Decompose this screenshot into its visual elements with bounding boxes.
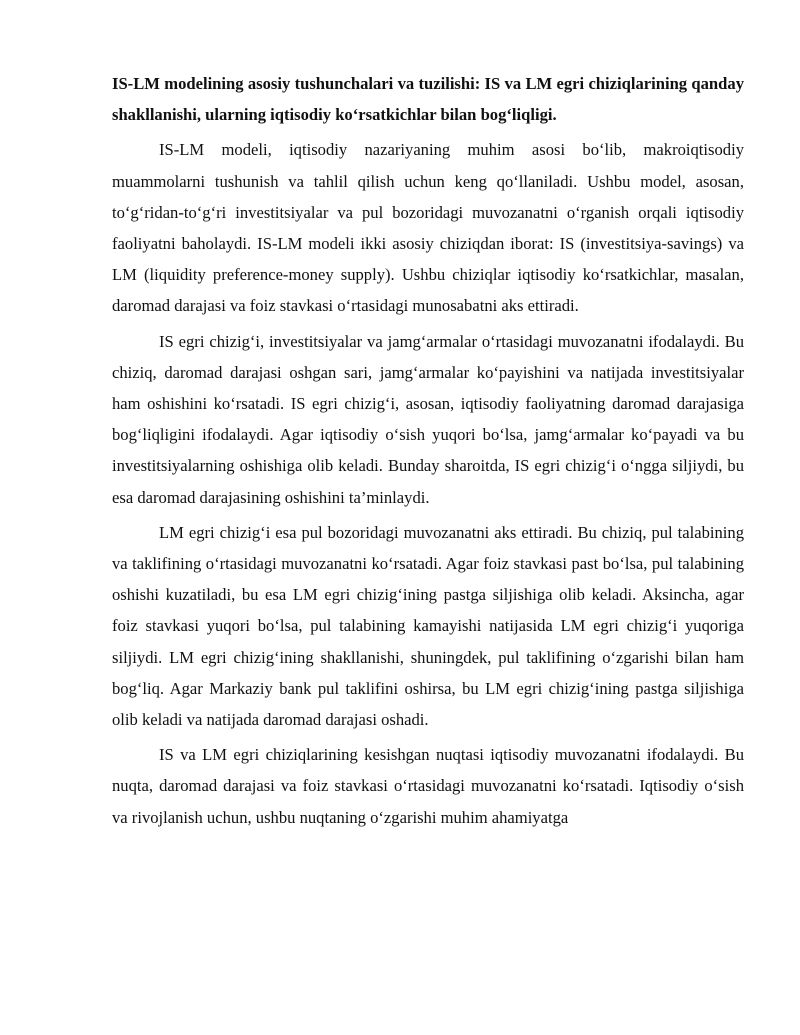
paragraph-is-curve: IS egri chizig‘i, investitsiyalar va jamg‘armalar o‘rtasidagi muvozanatni ifodalaydi. Bu chiziq, daromad darajasi oshgan sari, jamg‘armalar ko‘payishini va natijada investitsiyalar ham oshishini ko‘rsatadi. IS egri chizig‘i, asosan, iqtisodiy faoliyatning daromad darajasiga bog‘liqligini ifodalaydi. Agar iqtisodiy o‘sish yuqori bo‘lsa, jamg‘armalar ko‘payadi va bu investitsiyalarning oshishiga olib keladi. Bunday sharoitda, IS egri chizig‘i o‘ngga siljiydi, bu esa daromad darajasining oshishini ta’minlaydi. (112, 331, 744, 507)
document-page (112, 68, 744, 837)
paragraph-islm-intro: IS-LM modeli, iqtisodiy nazariyaning muhim asosi bo‘lib, makroiqtisodiy muammolarni tushunish va tahlil qilish uchun keng qo‘llaniladi. Ushbu model, asosan, to‘g‘ridan-to‘g‘ri investitsiyalar va pul bozoridagi muvozanatni o‘rganish orqali iqtisodiy faoliyatni baholaydi. IS-LM modeli ikki asosiy chiziqdan iborat: IS (investitsiya-savings) va LM (liquidity preference-money supply). Ushbu chiziqlar iqtisodiy ko‘rsatkichlar, masalan, daromad darajasi va foiz stavkasi o‘rtasidagi munosabatni aks ettiradi. (112, 140, 744, 316)
paragraph-equilibrium: IS va LM egri chiziqlarining kesishgan nuqtasi iqtisodiy muvozanatni ifodalaydi. Bu nuqta, daromad darajasi va foiz stavkasi o‘rtasidagi muvozanatni ko‘rsatadi. Iqtisodiy o‘sish va rivojlanish uchun, ushbu nuqtaning o‘zgarishi muhim ahamiyatga (112, 745, 744, 827)
section-heading: IS-LM modelining asosiy tushunchalari va tuzilishi: IS va LM egri chiziqlarining qanday shakllanishi, ularning iqtisodiy ko‘rsatkichlar bilan bog‘liqligi. (112, 74, 744, 125)
paragraph-lm-curve: LM egri chizig‘i esa pul bozoridagi muvozanatni aks ettiradi. Bu chiziq, pul talabining va taklifining o‘rtasidagi muvozanatni ko‘rsatadi. Agar foiz stavkasi past bo‘lsa, pul talabining oshishi kuzatiladi, bu esa LM egri chizig‘ining pastga siljishiga olib keladi. Aksincha, agar foiz stavkasi yuqori bo‘lsa, pul talabining kamayishi natijasida LM egri chizig‘i yuqoriga siljiydi. LM egri chizig‘ining shakllanishi, shuningdek, pul taklifining o‘zgarishi bilan ham bog‘liq. Agar Markaziy bank pul taklifini oshirsa, bu LM egri chizig‘ining pastga siljishiga olib keladi va natijada daromad darajasi oshadi. (112, 522, 744, 730)
